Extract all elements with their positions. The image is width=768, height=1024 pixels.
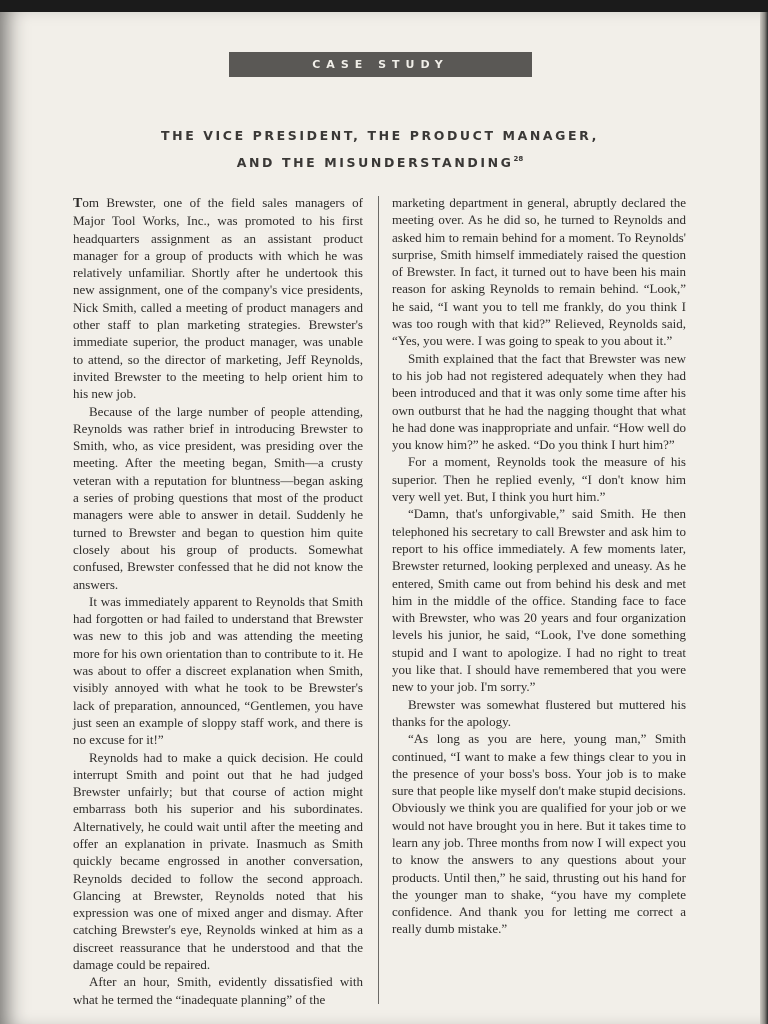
paragraph: After an hour, Smith, evidently dissatisfied with what he termed the “inadequate planning” of the: [73, 974, 363, 1007]
book-page: [0, 12, 760, 1024]
case-title-line-2: [0, 155, 760, 170]
paragraph: [73, 194, 363, 403]
left-text-column: [73, 194, 363, 1008]
paragraph: Brewster was somewhat flustered but muttered his thanks for the apology.: [392, 696, 686, 729]
paragraph: Smith explained that the fact that Brewster was new to his job had not registered adequately when they had been introduced and that it was only some time after his own outburst that he had the nagging thought that what he had done was inappropriate and unfair. “How well do you know him?” he asked. “Do you think I hurt him?”: [392, 350, 686, 453]
case-study-banner: [229, 52, 532, 77]
column-divider: [378, 196, 379, 1004]
paragraph: marketing department in general, abruptly declared the meeting over. As he did so, he turned to Reynolds and asked him to remain behind for a moment. To Reynolds' surprise, Smith himself immediately raised the question of Brewster. In fact, it turned out to have been his main reason for asking Reynolds to remain behind. “Look,” he said, “I want you to tell me frankly, do you think I was too rough with that kid?” Relieved, Reynolds said, “Yes, you were. I was going to speak to you about it.”: [392, 195, 686, 349]
paragraph: Because of the large number of people attending, Reynolds was rather brief in introducing Brewster to Smith, who, as vice president, was presiding over the meeting. After the meeting began, Smith—a crusty veteran with a reputation for bluntness—began asking a series of probing questions that most of the product managers were able to answer in detail. Suddenly he turned to Brewster and began to question him quite closely about his group of products. Somewhat confused, Brewster confessed that he did not know the answers.: [73, 403, 363, 592]
paragraph: Reynolds had to make a quick decision. He could interrupt Smith and point out that he had judged Brewster unfairly; but that course of action might embarrass both his superior and his subordinates. Alternatively, he could wait until after the meeting and offer an explanation in private. Inasmuch as Smith quickly became engrossed in another conversation, Reynolds decided to follow the second approach. Glancing at Brewster, Reynolds noted that his expression was one of mixed anger and dismay. After catching Brewster's eye, Reynolds winked at him as a discreet reassurance that he understood and that the damage could be repaired.: [73, 749, 363, 973]
paragraph: For a moment, Reynolds took the measure of his superior. Then he replied evenly, “I don't know him very well yet. But, I think you hurt him.”: [392, 454, 686, 505]
case-title-line-1: THE VICE PRESIDENT, THE PRODUCT MANAGER,: [161, 128, 599, 143]
paragraph-text: om Brewster, one of the field sales managers of Major Tool Works, Inc., was promoted to his first headquarters assignment as an assistant product manager for a group of products with which he was relatively unfamiliar. Shortly after he undertook this new assignment, one of the company's vice presidents, Nick Smith, called a meeting of product managers and other staff to plan marketing strategies. Brewster's immediate superior, the product manager, was unable to attend, so the director of marketing, Jeff Reynolds, invited Brewster to the meeting to help orient him to his new job.: [73, 195, 363, 402]
banner-label: CASE STUDY: [312, 58, 449, 71]
page-edge: [760, 12, 768, 1024]
initial-letter: T: [73, 196, 83, 211]
right-text-column: [392, 194, 686, 938]
paragraph: “As long as you are here, young man,” Smith continued, “I want to make a few things clear to you in the presence of your boss's boss. Your job is to make sure that people like myself don't make stupid decisions. Obviously we think you are qualified for your job or we would not have brought you in here. But it takes time to learn any job. Three months from now I will expect you to know the answers to any questions about your products. Until then,” he said, thrusting out his hand for the younger man to shake, “you have my complete confidence. And thank you for letting me correct a really dumb mistake.”: [392, 731, 686, 937]
case-title-line-2-text: AND THE MISUNDERSTANDING: [236, 155, 514, 170]
footnote-marker: 28: [513, 155, 524, 163]
paragraph: It was immediately apparent to Reynolds that Smith had forgotten or had failed to understand that Brewster was new to this job and was attending the meeting more for his own orientation than to contribute to it. He was about to offer a discreet explanation when Smith, visibly annoyed with what he took to be Brewster's lack of preparation, announced, “Gentlemen, you have just seen an example of sloppy staff work, and there is no excuse for it!”: [73, 593, 363, 748]
paragraph: “Damn, that's unforgivable,” said Smith. He then telephoned his secretary to call Brewster and ask him to report to his office immediately. A few moments later, Brewster returned, looking perplexed and uneasy. As he entered, Smith came out from behind his desk and met him in the middle of the office. Standing face to face with Brewster, who was 20 years and four organization levels his junior, he said, “Look, I've done something stupid and I want to apologize. I had no right to treat you like that. I should have remembered that you were new to your job. I'm sorry.”: [392, 506, 686, 695]
